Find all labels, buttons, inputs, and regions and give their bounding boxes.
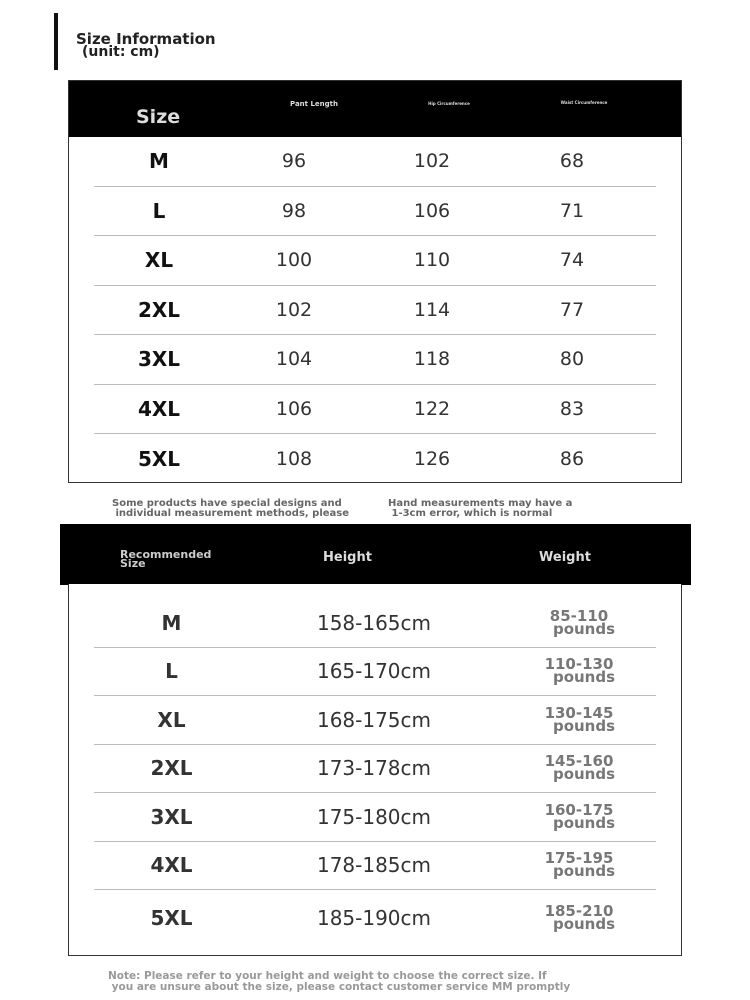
size-cell: 3XL bbox=[137, 347, 181, 372]
size-cell: XL bbox=[144, 248, 174, 273]
weight-unit: pounds bbox=[552, 668, 616, 687]
header-height: Height bbox=[323, 550, 372, 565]
table-row bbox=[94, 696, 656, 745]
waist-cell: 80 bbox=[559, 348, 585, 371]
weight-unit: pounds bbox=[552, 813, 616, 832]
table-row bbox=[94, 434, 656, 484]
size-cell: 2XL bbox=[150, 756, 193, 781]
size-cell: M bbox=[149, 149, 169, 174]
size-cell: 4XL bbox=[137, 396, 181, 421]
table-row bbox=[94, 335, 656, 385]
hip-cell: 126 bbox=[413, 447, 451, 470]
size-cell: L bbox=[165, 659, 178, 684]
pant-length-cell: 104 bbox=[275, 348, 313, 371]
hip-cell: 106 bbox=[413, 199, 451, 222]
table-row bbox=[94, 842, 656, 891]
unit-label: (unit: cm) bbox=[82, 44, 160, 60]
height-cell: 158-165cm bbox=[316, 610, 432, 635]
pant-length-cell: 98 bbox=[281, 199, 307, 222]
table-row bbox=[94, 793, 656, 842]
hip-cell: 110 bbox=[413, 249, 451, 272]
recommend-table-body bbox=[94, 599, 656, 946]
weight-unit: pounds bbox=[552, 915, 616, 933]
header-size: Size bbox=[136, 106, 181, 128]
size-cell: 3XL bbox=[150, 804, 193, 829]
hip-cell: 114 bbox=[413, 298, 451, 321]
recommend-table-header bbox=[60, 524, 691, 585]
page-title: Size Information bbox=[76, 30, 216, 48]
table-row bbox=[94, 745, 656, 794]
size-table bbox=[68, 80, 682, 483]
waist-cell: 74 bbox=[559, 249, 585, 272]
weight-unit: pounds bbox=[552, 716, 616, 735]
weight-cell bbox=[519, 599, 639, 647]
waist-cell: 77 bbox=[559, 298, 585, 321]
header-pant-length: Pant Length bbox=[290, 100, 338, 108]
weight-cell bbox=[519, 696, 639, 744]
weight-unit: pounds bbox=[552, 765, 616, 784]
header-recommended-size: Recommended Size bbox=[120, 548, 212, 570]
size-cell: XL bbox=[157, 707, 186, 732]
size-cell: 4XL bbox=[150, 853, 193, 878]
table-row bbox=[94, 599, 656, 648]
table-row bbox=[94, 286, 656, 336]
height-cell: 175-180cm bbox=[316, 804, 432, 829]
pant-length-cell: 108 bbox=[275, 447, 313, 470]
size-table-body bbox=[94, 137, 656, 484]
footer-note: Note: Please refer to your height and weight to choose the correct size. If you are unsure about the size, please contact customer service MM promptly bbox=[108, 970, 571, 993]
weight-range: 175-195 bbox=[544, 849, 614, 868]
weight-unit: pounds bbox=[552, 862, 616, 881]
size-cell: 5XL bbox=[150, 906, 193, 930]
height-cell: 173-178cm bbox=[316, 756, 432, 781]
size-cell: L bbox=[152, 198, 166, 223]
header-hip-circumference: Hip Circumference bbox=[428, 101, 470, 106]
weight-cell bbox=[519, 648, 639, 696]
table-row bbox=[94, 187, 656, 237]
accent-bar bbox=[54, 13, 58, 70]
weight-cell bbox=[519, 745, 639, 793]
pant-length-cell: 106 bbox=[275, 397, 313, 420]
pant-length-cell: 102 bbox=[275, 298, 313, 321]
note-measurement-error: Hand measurements may have a 1-3cm error, which is normal bbox=[388, 498, 573, 519]
weight-range: 85-110 bbox=[549, 606, 609, 625]
weight-cell bbox=[519, 842, 639, 890]
table-row bbox=[94, 137, 656, 187]
pant-length-cell: 96 bbox=[281, 150, 307, 173]
waist-cell: 83 bbox=[559, 397, 585, 420]
size-cell: M bbox=[161, 610, 182, 635]
table-row bbox=[94, 648, 656, 697]
hip-cell: 118 bbox=[413, 348, 451, 371]
note-special-designs: Some products have special designs and individual measurement methods, please bbox=[112, 498, 350, 519]
height-cell: 165-170cm bbox=[316, 659, 432, 684]
size-cell: 2XL bbox=[137, 297, 181, 322]
pant-length-cell: 100 bbox=[275, 249, 313, 272]
height-cell: 185-190cm bbox=[316, 906, 432, 930]
hip-cell: 102 bbox=[413, 150, 451, 173]
recommend-table bbox=[68, 584, 682, 956]
waist-cell: 86 bbox=[559, 447, 585, 470]
header-waist-circumference: Waist Circumference bbox=[560, 100, 608, 105]
table-row bbox=[94, 236, 656, 286]
size-cell: 5XL bbox=[137, 446, 181, 471]
height-cell: 178-185cm bbox=[316, 853, 432, 878]
height-cell: 168-175cm bbox=[316, 707, 432, 732]
weight-unit: pounds bbox=[552, 619, 616, 638]
waist-cell: 68 bbox=[559, 150, 585, 173]
size-table-header bbox=[69, 81, 681, 137]
header-weight: Weight bbox=[539, 550, 591, 565]
weight-cell bbox=[519, 890, 639, 946]
weight-cell bbox=[519, 793, 639, 841]
weight-range: 185-210 bbox=[544, 902, 614, 920]
weight-range: 110-130 bbox=[544, 655, 614, 674]
table-row bbox=[94, 385, 656, 435]
weight-range: 145-160 bbox=[544, 752, 614, 771]
waist-cell: 71 bbox=[559, 199, 585, 222]
hip-cell: 122 bbox=[413, 397, 451, 420]
weight-range: 130-145 bbox=[544, 703, 614, 722]
weight-range: 160-175 bbox=[544, 800, 614, 819]
table-row bbox=[94, 890, 656, 946]
